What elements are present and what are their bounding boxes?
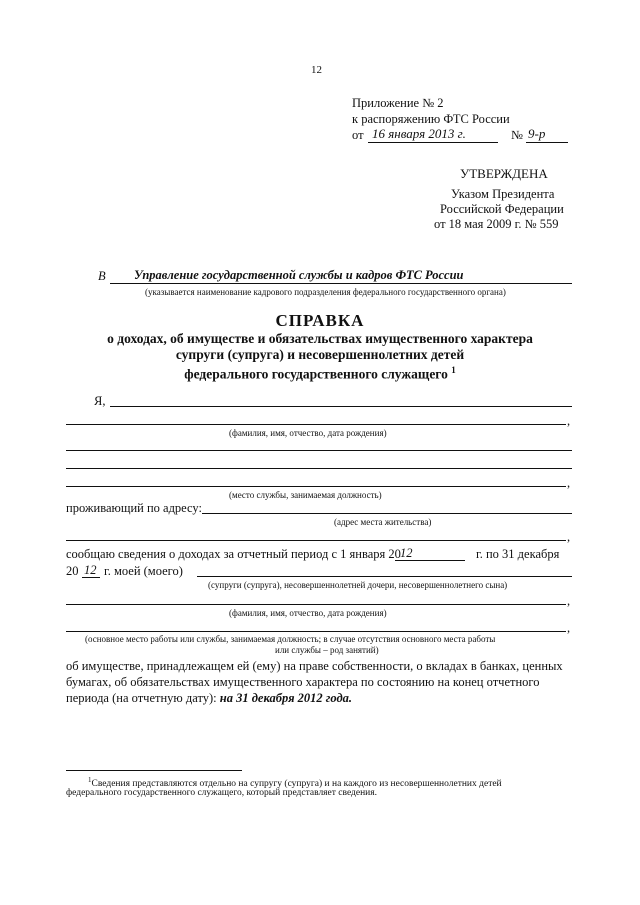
page-number: 12: [311, 64, 322, 76]
title-line3-text: федерального государственного служащего: [184, 366, 448, 382]
caption-spouse: (супруги (супруга), несовершеннолетней дочери, несовершеннолетнего сына): [208, 580, 508, 590]
appendix-number-prefix: №: [511, 128, 523, 142]
spouse-fio-line[interactable]: [66, 604, 566, 605]
paragraph-line3: [66, 690, 352, 706]
approved-heading: УТВЕРЖДЕНА: [460, 166, 548, 181]
document-title: СПРАВКА: [275, 311, 365, 330]
title-line2: супруги (супруга) и несовершеннолетних детей: [175, 347, 465, 362]
paragraph-line3-prefix: периода (на отчетную дату):: [66, 691, 217, 705]
living-label: проживающий по адресу:: [66, 501, 202, 515]
appendix-number-underline: [526, 142, 568, 143]
paragraph-line2: бумагах, об обязательствах имущественного характера по состоянию на конец отчетного: [66, 675, 540, 689]
address-line-2[interactable]: [66, 540, 566, 541]
footnote-line1-text: Сведения представляются отдельно на супругу (супруга) и на каждого из несовершеннолетних детей: [91, 779, 502, 790]
comma-3: ,: [567, 530, 571, 544]
ya-label: Я,: [94, 394, 106, 408]
addressee-caption: (указывается наименование кадрового подразделения федерального государственного органа): [145, 287, 506, 297]
footnote-mark: 1: [88, 776, 92, 784]
caption-address: (адрес места жительства): [334, 517, 432, 527]
report-year2: 12: [84, 563, 97, 577]
title-footnote-mark: 1: [451, 365, 456, 375]
caption-job: (место службы, занимаемая должность): [229, 490, 382, 500]
address-line-1[interactable]: [202, 513, 572, 514]
spouse-line[interactable]: [197, 576, 572, 577]
report-text: сообщаю сведения о доходах за отчетный период с 1 января 20: [66, 547, 401, 561]
caption-work-line1: (основное место работы или службы, занимаемая должность; в случае отсутствия основного места работы: [85, 634, 496, 644]
appendix-line2: к распоряжению ФТС России: [352, 112, 510, 126]
caption-work-line2: или службы – род занятий): [275, 645, 379, 655]
appendix-date-prefix: от: [352, 128, 364, 142]
fio-line-1[interactable]: [110, 406, 572, 407]
comma-4: ,: [567, 594, 571, 608]
fio-line-2[interactable]: [66, 424, 566, 425]
approved-line1: Указом Президента: [451, 187, 555, 201]
footnote-line2: федерального государственного служащего, который представляет сведения.: [66, 788, 377, 798]
title-line3: [0, 362, 640, 383]
comma-1: ,: [567, 414, 571, 428]
appendix-date-value: 16 января 2013 г.: [372, 126, 466, 141]
approved-line2: Российской Федерации: [440, 202, 564, 216]
approved-line3: от 18 мая 2009 г. № 559: [434, 217, 559, 231]
spouse-work-line[interactable]: [66, 631, 566, 632]
caption-fio: (фамилия, имя, отчество, дата рождения): [229, 428, 387, 438]
report-mid: г. по 31 декабря: [476, 547, 560, 561]
comma-2: ,: [567, 476, 571, 490]
addressee-underline: [110, 283, 572, 284]
job-line-2[interactable]: [66, 468, 572, 469]
moey-label: г. моей (моего): [104, 564, 183, 578]
appendix-date-underline: [368, 142, 498, 143]
addressee-prefix: В: [98, 269, 106, 283]
addressee-value: Управление государственной службы и кадров ФТС России: [134, 268, 464, 282]
appendix-number-value: 9-р: [528, 126, 546, 141]
paragraph-line3-value: на 31 декабря 2012 года.: [219, 691, 353, 705]
job-line-3[interactable]: [66, 486, 566, 487]
caption-fio-2: (фамилия, имя, отчество, дата рождения): [229, 608, 387, 618]
paragraph-line1: об имуществе, принадлежащем ей (ему) на праве собственности, о вкладах в банках, ценных: [66, 659, 563, 673]
job-line-1[interactable]: [66, 450, 572, 451]
year-prefix: 20: [66, 564, 79, 578]
year2-underline[interactable]: [82, 577, 100, 578]
year1-underline[interactable]: [395, 560, 465, 561]
title-line1: о доходах, об имуществе и обязательствах имущественного характера: [107, 331, 533, 346]
appendix-line1: Приложение № 2: [352, 96, 444, 110]
report-year1: 12: [400, 546, 413, 560]
footnote-separator: [66, 770, 242, 771]
comma-5: ,: [567, 621, 571, 635]
